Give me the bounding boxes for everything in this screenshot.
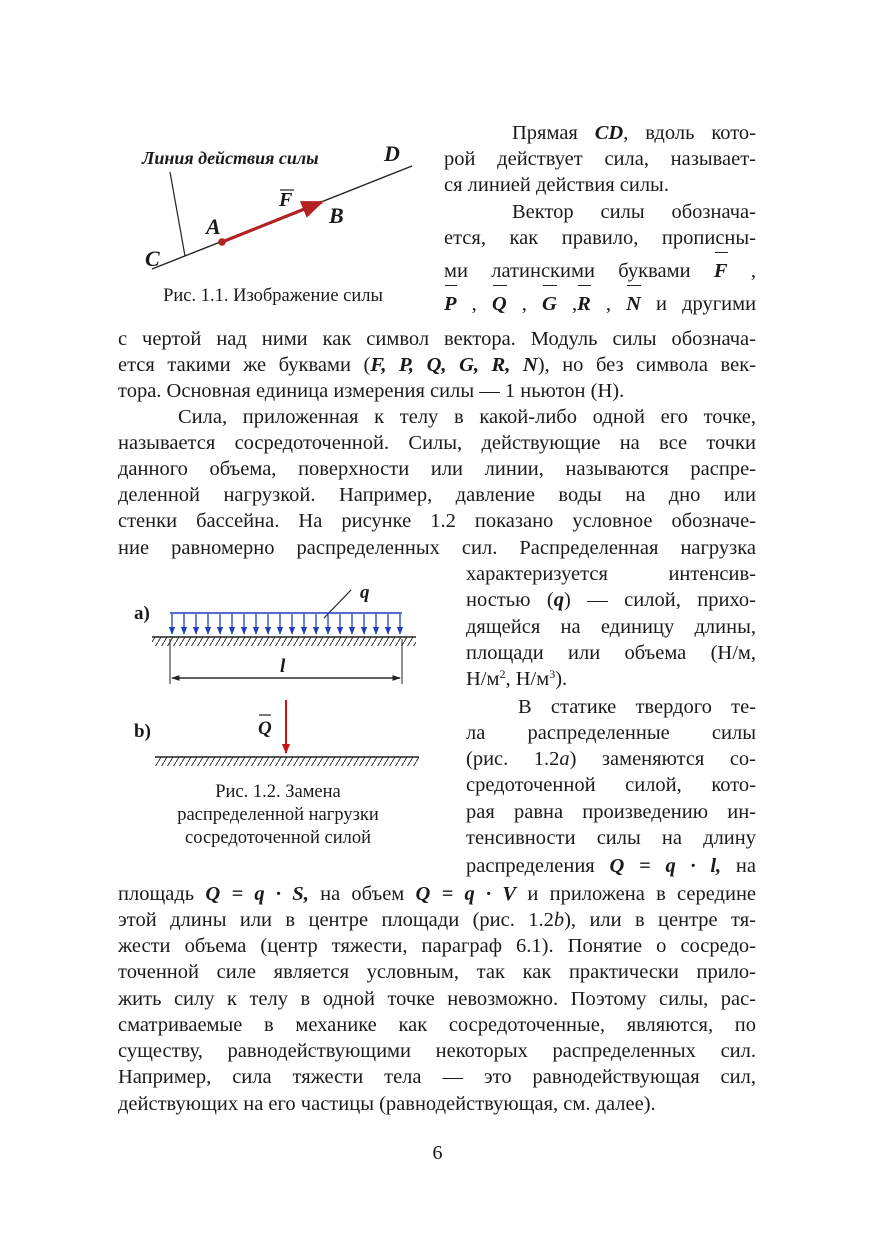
text-line: рая равна произведению ин-	[466, 801, 756, 823]
text-line: ла распределенные силы	[466, 722, 756, 744]
text-line: жить силу к телу в одной точке невозможно. Поэтому силы, рас-	[118, 988, 756, 1010]
text-line: характеризуется интенсив-	[466, 563, 756, 585]
force-vector-arrow	[222, 202, 322, 242]
point-b-label: B	[329, 203, 344, 228]
text-line: ми латинскими буквами F ,	[444, 260, 756, 282]
label-leader-line	[170, 172, 185, 256]
text-line: тора. Основная единица измерения силы — 1 ньютон (Н).	[118, 380, 625, 402]
point-c-label: C	[145, 246, 160, 271]
length-label: l	[280, 656, 286, 677]
figure-1-2-caption-line-2: распределенной нагрузки	[177, 805, 379, 825]
figure-1-2	[128, 572, 428, 772]
text-line: этой длины или в центре площади (рис. 1.2b), или в центре тя-	[118, 909, 756, 931]
text-line: средоточенной силой, кото-	[466, 774, 756, 796]
text-line: точенной силе является условным, так как практически прило-	[118, 961, 756, 983]
text-line: ностью (q) — силой, прихо-	[466, 589, 756, 611]
text-line: сматриваемые в механике как сосредоточенные, являются, по	[118, 1014, 756, 1036]
text-line: P , Q , G ,R , N и другими	[444, 293, 757, 315]
figure-1-1	[130, 136, 430, 286]
text-line: (рис. 1.2a) заменяются со-	[466, 748, 757, 770]
text-line: тенсивности силы на длину	[466, 827, 756, 849]
line-of-action-label: Линия действия силы	[142, 148, 319, 168]
text-line: рой действует сила, называет-	[444, 148, 756, 170]
figure-1-1-caption: Рис. 1.1. Изображение силы	[163, 286, 383, 306]
page-number: 6	[432, 1142, 443, 1164]
q-label: q	[360, 582, 370, 603]
text-line: дящейся на единицу длины,	[466, 616, 756, 638]
text-line: жести объема (центр тяжести, параграф 6.1). Понятие о сосредо-	[118, 935, 756, 957]
figure-1-2-caption-line-1: Рис. 1.2. Замена	[215, 782, 341, 802]
distributed-load-arrows	[172, 614, 400, 634]
text-line: Например, сила тяжести тела — это равнодействующая сил,	[118, 1066, 756, 1088]
figure-1-2-caption-line-3: сосредоточенной силой	[185, 828, 371, 848]
resultant-q-label: Q	[258, 718, 272, 739]
text-line: распределения Q = q · l, на	[466, 855, 756, 877]
text-line: деленной нагрузкой. Например, давление воды на дно или	[118, 484, 756, 506]
label-b: b)	[134, 721, 151, 742]
text-line: стенки бассейна. На рисунке 1.2 показано условное обозначе-	[118, 510, 756, 532]
point-a-dot	[218, 238, 226, 246]
point-a-label: A	[206, 214, 221, 239]
beam-hatch-a	[152, 637, 416, 646]
beam-hatch-b	[155, 757, 419, 766]
force-label: F	[279, 189, 293, 211]
label-a: a)	[134, 603, 150, 624]
text-line: с чертой над ними как символ вектора. Модуль силы обознача-	[118, 328, 756, 350]
text-line: площади или объема (Н/м,	[466, 642, 756, 664]
text-line: называется сосредоточенной. Силы, действующие на все точки	[118, 432, 756, 454]
text-line: В статике твердого те-	[518, 696, 756, 718]
text-line: Вектор силы обознача-	[512, 201, 756, 223]
text-line: Сила, приложенная к телу в какой-либо одной его точке,	[178, 406, 756, 428]
text-line: действующих на его частицы (равнодействующая, см. далее).	[118, 1093, 656, 1115]
text-line: данного объема, поверхности или линии, называются распре-	[118, 458, 756, 480]
text-line: ется такими же буквами (F, P, Q, G, R, N), но без символа век-	[118, 354, 756, 376]
text-line: площадь Q = q · S, на объем Q = q · V и приложена в середине	[118, 883, 757, 905]
text-line: ние равномерно распределенных сил. Распределенная нагрузка	[118, 537, 756, 559]
text-line: ется, как правило, прописны-	[444, 227, 756, 249]
text-line: Прямая CD, вдоль кото-	[512, 122, 756, 144]
text-line: существу, равнодействующими некоторых распределенных сил.	[118, 1040, 756, 1062]
text-line: ся линией действия силы.	[444, 174, 669, 196]
point-d-label: D	[384, 141, 400, 166]
text-line: $Н/м^2$, $Н/м^3$).	[466, 667, 568, 690]
